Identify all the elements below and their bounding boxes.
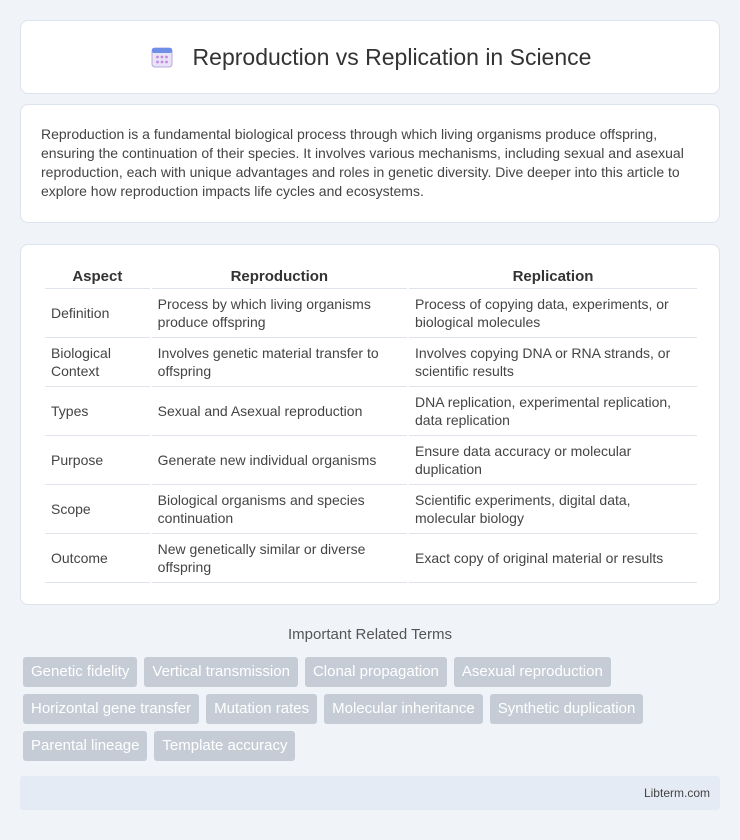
tag-synthetic-duplication[interactable]: Synthetic duplication	[490, 694, 644, 724]
table-cell: Scientific experiments, digital data, molecular biology	[409, 485, 697, 534]
tag-asexual-reproduction[interactable]: Asexual reproduction	[454, 657, 611, 687]
table-cell: Purpose	[45, 436, 150, 485]
table-cell: Outcome	[45, 534, 150, 583]
table-row	[45, 485, 697, 534]
table-cell: Involves genetic material transfer to offspring	[152, 338, 407, 387]
table-row	[45, 387, 697, 436]
tag-mutation-rates[interactable]: Mutation rates	[206, 694, 317, 724]
table-cell: Process of copying data, experiments, or biological molecules	[409, 289, 697, 338]
table-cell: Exact copy of original material or results	[409, 534, 697, 583]
table-cell: Types	[45, 387, 150, 436]
header-reproduction: Reproduction	[152, 265, 407, 289]
table-cell: Sexual and Asexual reproduction	[152, 387, 407, 436]
header-card	[20, 20, 720, 94]
table-cell: Process by which living organisms produce offspring	[152, 289, 407, 338]
tag-genetic-fidelity[interactable]: Genetic fidelity	[23, 657, 137, 687]
table-cell: New genetically similar or diverse offspring	[152, 534, 407, 583]
table-cell: Biological organisms and species continuation	[152, 485, 407, 534]
related-terms-title: Important Related Terms	[288, 626, 452, 643]
comparison-table-card	[20, 244, 720, 605]
tag-template-accuracy[interactable]: Template accuracy	[154, 731, 295, 761]
footer	[20, 776, 720, 810]
related-terms-tags	[23, 657, 713, 761]
table-row	[45, 436, 697, 485]
header-aspect: Aspect	[45, 265, 150, 289]
table-header-row	[45, 265, 697, 289]
header-replication: Replication	[409, 265, 697, 289]
intro-card	[20, 104, 720, 223]
page-title: Reproduction vs Replication in Science	[192, 43, 592, 70]
table-cell: Biological Context	[45, 338, 150, 387]
table-cell: Ensure data accuracy or molecular duplication	[409, 436, 697, 485]
table-cell: DNA replication, experimental replication, data replication	[409, 387, 697, 436]
tag-vertical-transmission[interactable]: Vertical transmission	[144, 657, 298, 687]
table-row	[45, 289, 697, 338]
title-wrap	[149, 44, 592, 71]
tag-parental-lineage[interactable]: Parental lineage	[23, 731, 147, 761]
table-cell: Generate new individual organisms	[152, 436, 407, 485]
footer-site-link[interactable]: Libterm.com	[643, 786, 710, 800]
table-row	[45, 534, 697, 583]
table-cell: Definition	[45, 289, 150, 338]
comparison-table	[43, 265, 699, 583]
intro-text: Reproduction is a fundamental biological process through which living organisms produce offspring, ensuring the continuation of their species. It involves various mechanisms, including sexual and asexual reproduction, each with unique advantages and roles in genetic diversity. Dive deeper into this article to explore how reproduction impacts life cycles and ecosystems.	[41, 126, 684, 199]
table-row	[45, 338, 697, 387]
table-cell: Scope	[45, 485, 150, 534]
tag-molecular-inheritance[interactable]: Molecular inheritance	[324, 694, 483, 724]
calendar-icon	[149, 44, 175, 70]
tag-horizontal-gene-transfer[interactable]: Horizontal gene transfer	[23, 694, 199, 724]
tag-clonal-propagation[interactable]: Clonal propagation	[305, 657, 447, 687]
table-cell: Involves copying DNA or RNA strands, or scientific results	[409, 338, 697, 387]
